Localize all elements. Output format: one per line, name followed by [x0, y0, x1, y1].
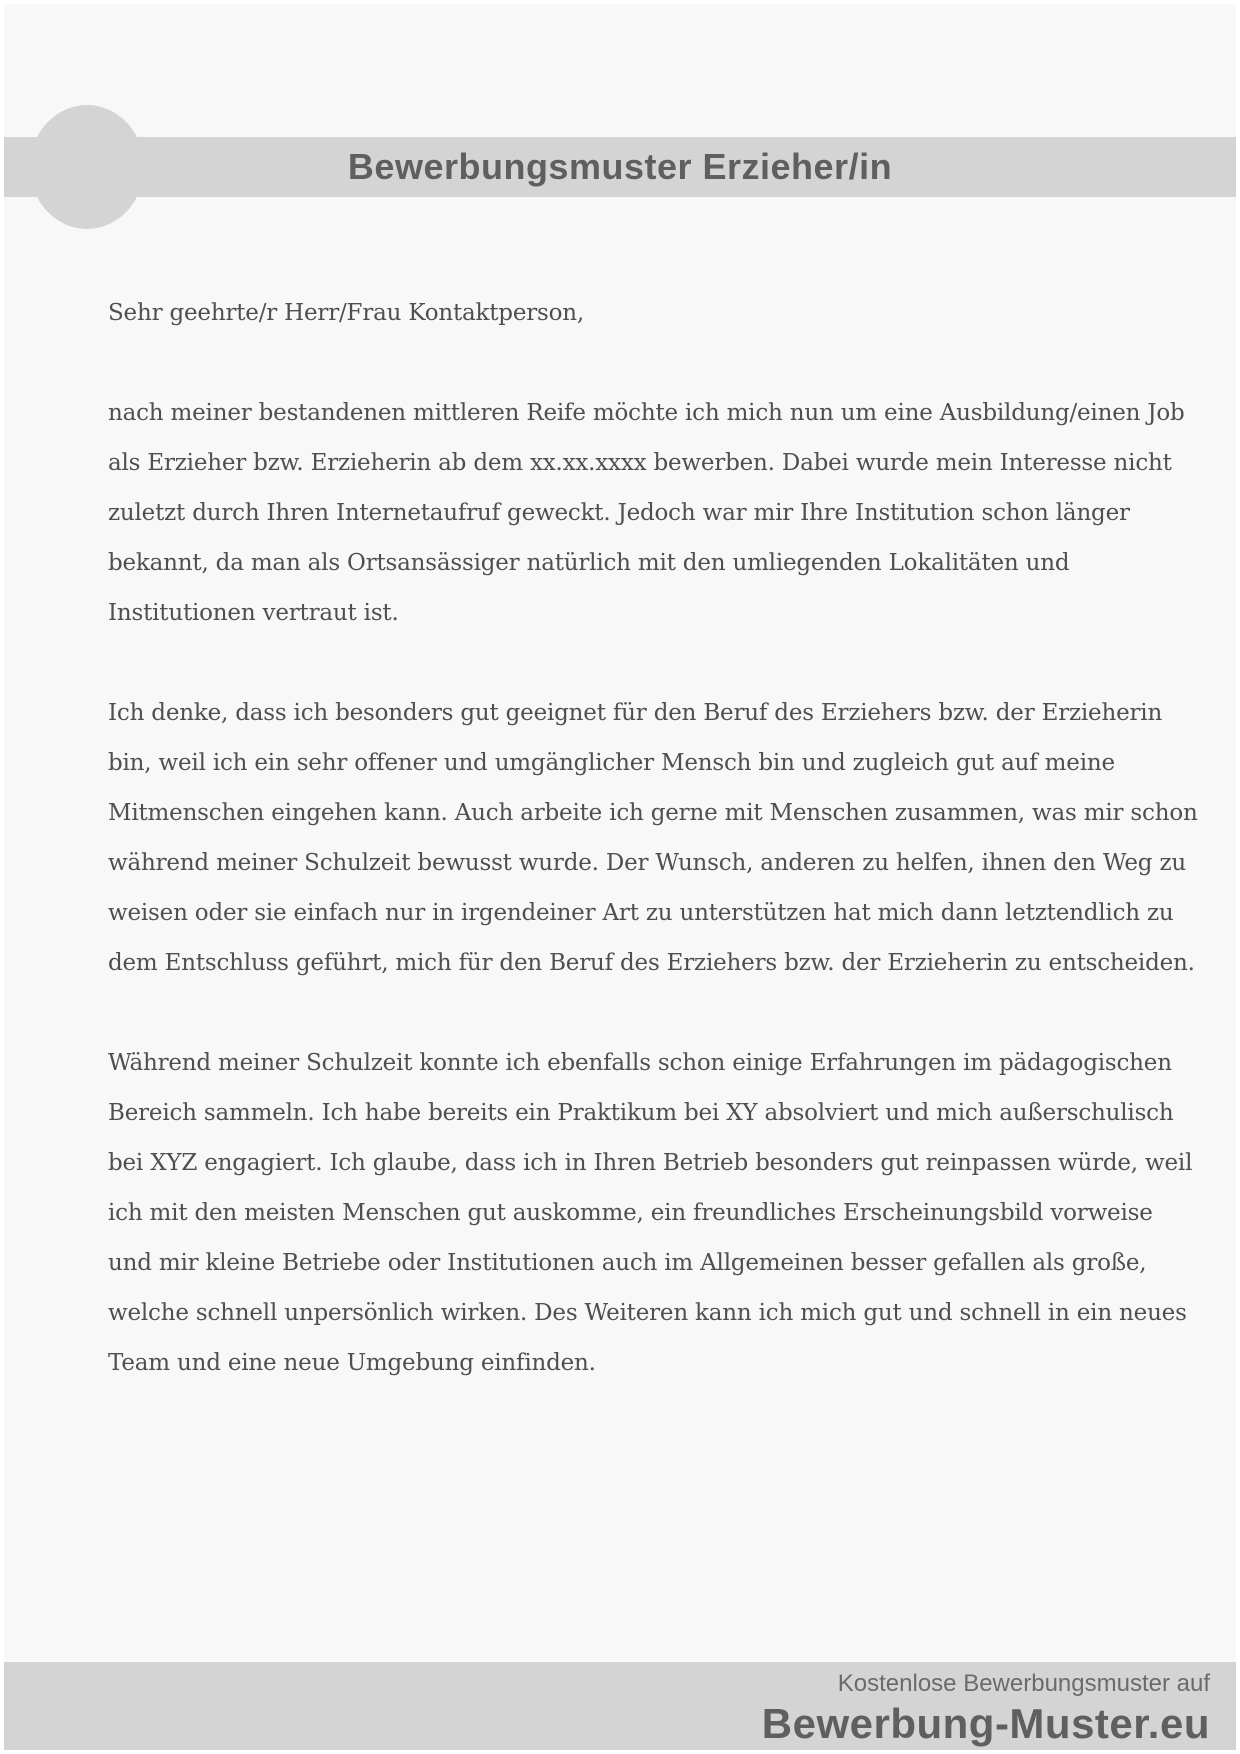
text-line: bin, weil ich ein sehr offener und umgänglicher Mensch bin und zugleich gut auf meine	[108, 750, 1115, 776]
text-line: weisen oder sie einfach nur in irgendeiner Art zu unterstützen hat mich dann letztendlich zu	[108, 900, 1174, 926]
text-line: während meiner Schulzeit bewusst wurde. Der Wunsch, anderen zu helfen, ihnen den Weg zu	[108, 850, 1186, 876]
text-line: dem Entschluss geführt, mich für den Beruf des Erziehers bzw. der Erzieherin zu entscheiden.	[108, 950, 1195, 976]
letter-body	[108, 288, 1196, 1388]
letter-paragraph-1	[108, 388, 1196, 638]
footer-band	[4, 1662, 1236, 1750]
text-line: Mitmenschen eingehen kann. Auch arbeite ich gerne mit Menschen zusammen, was mir schon	[108, 800, 1198, 826]
text-line: bei XYZ engagiert. Ich glaube, dass ich in Ihren Betrieb besonders gut reinpassen würde, weil	[108, 1150, 1193, 1176]
text-line: und mir kleine Betriebe oder Institutionen auch im Allgemeinen besser gefallen als große,	[108, 1250, 1147, 1276]
text-line: ich mit den meisten Menschen gut auskomme, ein freundliches Erscheinungsbild vorweise	[108, 1200, 1153, 1226]
page-title: Bewerbungsmuster Erzieher/in	[347, 146, 893, 187]
text-line: Institutionen vertraut ist.	[108, 600, 399, 626]
text-line: Während meiner Schulzeit konnte ich ebenfalls schon einige Erfahrungen im pädagogischen	[108, 1050, 1172, 1076]
text-line: als Erzieher bzw. Erzieherin ab dem xx.xx.xxxx bewerben. Dabei wurde mein Interesse nicht	[108, 450, 1172, 476]
text-line: welche schnell unpersönlich wirken. Des Weiteren kann ich mich gut und schnell in ein neues	[108, 1300, 1187, 1326]
letter-paragraph-2	[108, 688, 1196, 988]
letter-paragraph-3	[108, 1038, 1196, 1388]
footer-brand: Bewerbung-Muster.eu	[761, 1700, 1210, 1747]
text-line: zuletzt durch Ihren Internetaufruf geweckt. Jedoch war mir Ihre Institution schon länger	[108, 500, 1130, 526]
footer-tagline: Kostenlose Bewerbungsmuster auf	[837, 1670, 1210, 1697]
text-line: Ich denke, dass ich besonders gut geeignet für den Beruf des Erziehers bzw. der Erzieherin	[108, 700, 1163, 726]
text-line: Team und eine neue Umgebung einfinden.	[108, 1350, 596, 1376]
letter-sheet	[4, 4, 1236, 1750]
salutation-line: Sehr geehrte/r Herr/Frau Kontaktperson,	[108, 300, 585, 326]
text-line: bekannt, da man als Ortsansässiger natürlich mit den umliegenden Lokalitäten und	[108, 550, 1070, 576]
text-line: nach meiner bestandenen mittleren Reife möchte ich mich nun um eine Ausbildung/einen Job	[108, 400, 1185, 426]
text-line: Bereich sammeln. Ich habe bereits ein Praktikum bei XY absolviert und mich außerschulisch	[108, 1100, 1174, 1126]
